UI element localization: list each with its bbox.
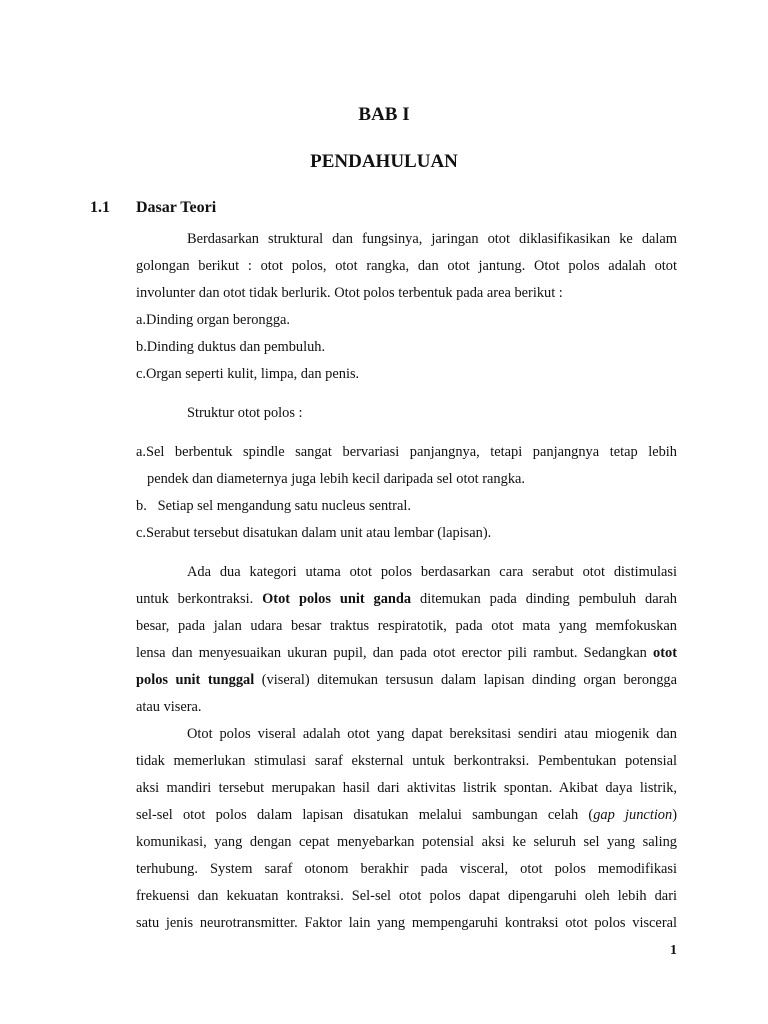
paragraph-line: frekuensi dan kekuatan kontraksi. Sel-sel otot polos dapat dipengaruhi oleh lebih dari	[136, 888, 677, 904]
text-run: untuk berkontraksi.	[136, 591, 263, 607]
paragraph-line: involunter dan otot tidak berlurik. Otot polos terbentuk pada area berikut :	[136, 285, 563, 301]
section-number: 1.1	[90, 199, 110, 216]
paragraph-line	[136, 643, 677, 663]
page-number: 1	[670, 943, 677, 958]
section-title: Dasar Teori	[136, 199, 217, 216]
paragraph-line: atau visera.	[136, 699, 202, 715]
bold-term: polos unit tunggal	[136, 672, 255, 688]
paragraph-line: aksi mandiri tersebut merupakan hasil dari aktivitas listrik spontan. Akibat daya listrik,	[136, 780, 677, 796]
list-item: c.Organ seperti kulit, limpa, dan penis.	[136, 366, 360, 382]
text-run: sel-sel otot polos dalam lapisan disatukan melalui sambungan celah (	[136, 807, 594, 823]
paragraph-line: besar, pada jalan udara besar traktus respiratotik, pada otot mata yang memfokuskan	[136, 618, 677, 634]
paragraph-line: Berdasarkan struktural dan fungsinya, jaringan otot diklasifikasikan ke dalam	[187, 231, 677, 247]
text-run: ditemukan pada dinding pembuluh darah	[411, 591, 677, 607]
bold-term: Otot polos unit ganda	[262, 591, 412, 607]
paragraph-line: satu jenis neurotransmitter. Faktor lain yang mempengaruhi kontraksi otot polos visceral	[136, 915, 677, 931]
text-run: lensa dan menyesuaikan ukuran pupil, dan pada otot erector pili rambut. Sedangkan	[136, 645, 654, 661]
italic-term: gap junction	[593, 807, 673, 823]
list-item: a.Sel berbentuk spindle sangat bervariasi panjangnya, tetapi panjangnya tetap lebih	[136, 444, 677, 460]
chapter-heading: BAB I	[358, 104, 410, 125]
paragraph-line: golongan berikut : otot polos, otot rangka, dan otot jantung. Otot polos adalah otot	[136, 258, 677, 274]
list-item: a.Dinding organ berongga.	[136, 312, 290, 328]
text-run: (viseral) ditemukan tersusun dalam lapisan dinding organ berongga	[254, 672, 677, 688]
bold-term: otot	[653, 645, 677, 661]
paragraph-line	[136, 805, 677, 825]
list-item-continuation: pendek dan diameternya juga lebih kecil daripada sel otot rangka.	[147, 471, 526, 487]
paragraph-line: terhubung. System saraf otonom berakhir pada visceral, otot polos memodifikasi	[136, 861, 677, 877]
paragraph-line: Otot polos viseral adalah otot yang dapat bereksitasi sendiri atau miogenik dan	[187, 726, 677, 742]
list-item: b.Dinding duktus dan pembuluh.	[136, 339, 326, 355]
list-item: c.Serabut tersebut disatukan dalam unit atau lembar (lapisan).	[136, 525, 492, 541]
struktur-label: Struktur otot polos :	[187, 405, 303, 421]
paragraph-line: komunikasi, yang dengan cepat menyebarkan potensial aksi ke seluruh sel yang saling	[136, 834, 677, 850]
chapter-title: PENDAHULUAN	[310, 151, 458, 172]
paragraph-line	[136, 670, 677, 690]
paragraph-line: tidak memerlukan stimulasi saraf eksternal untuk berkontraksi. Pembentukan potensial	[136, 753, 677, 769]
list-item: b. Setiap sel mengandung satu nucleus sentral.	[136, 498, 411, 514]
paragraph-line: Ada dua kategori utama otot polos berdasarkan cara serabut otot distimulasi	[187, 564, 677, 580]
paragraph-line	[136, 589, 677, 609]
text-run: )	[672, 807, 677, 823]
